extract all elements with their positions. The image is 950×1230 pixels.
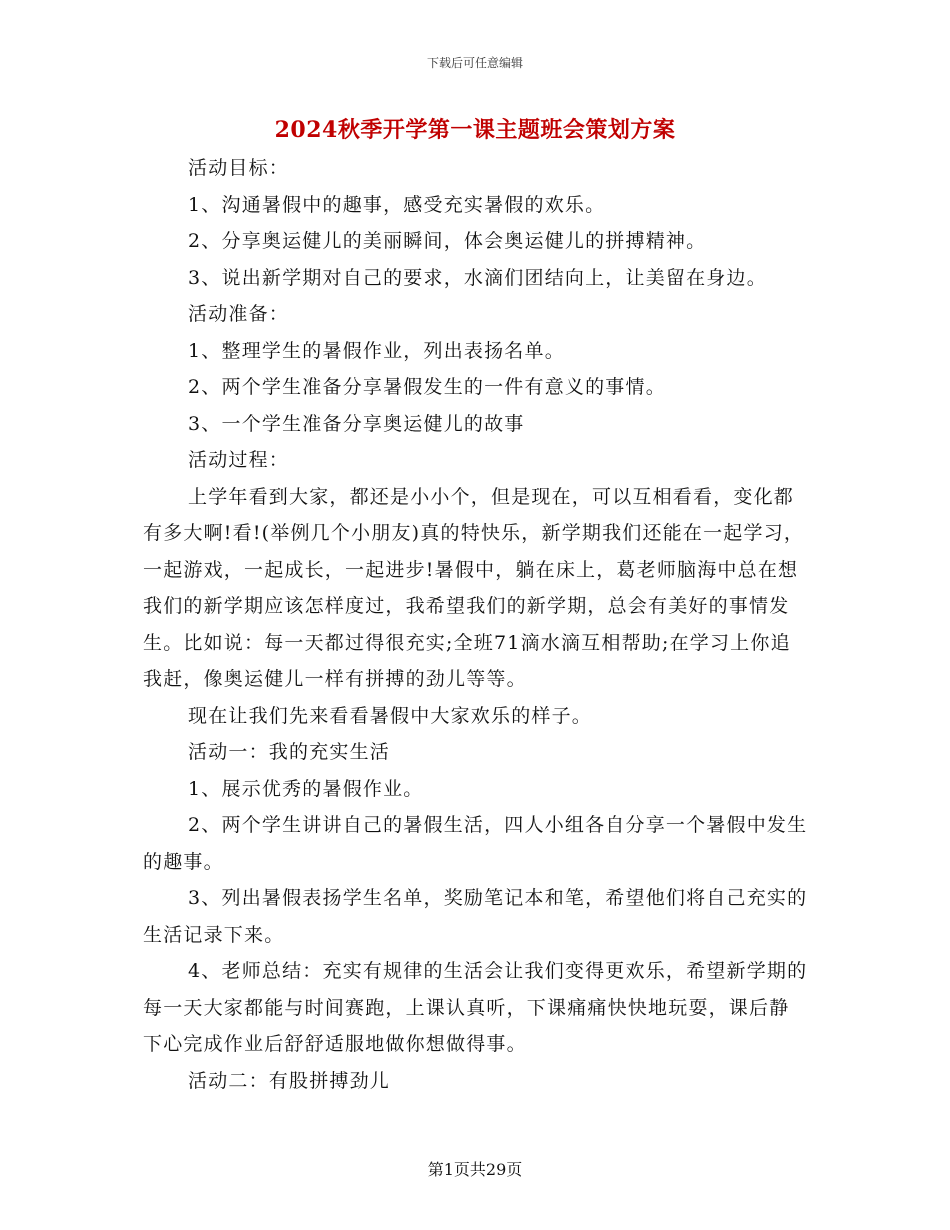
paragraph: 2、分享奥运健儿的美丽瞬间，体会奥运健儿的拼搏精神。 — [188, 230, 707, 252]
paragraph: 2、两个学生准备分享暑假发生的一件有意义的事情。 — [188, 376, 666, 398]
paragraph: 1、整理学生的暑假作业，列出表扬名单。 — [188, 339, 565, 362]
paragraph: 1、沟通暑假中的趣事，感受充实暑假的欢乐。 — [188, 193, 606, 216]
paragraph: 活动准备： — [188, 303, 290, 325]
paragraph: 上学年看到大家，都还是小小个，但是现在，可以互相看看，变化都有多大啊!看!(举例几个小朋友)真的特快乐，新学期我们还能在一起学习，一起游戏，一起成长，一起进步!暑假中，躺在床上，葛老师脑海中总在想我们的新学期应该怎样度过，我希望我们的新学期，总会有美好的事情发生。比如说：每一天都过得很充实;全班71滴水滴互相帮助;在学习上你追我赶，像奥运健儿一样有拼搏的劲儿等等。 — [143, 485, 805, 690]
paragraph: 2、两个学生讲讲自己的暑假生活，四人小组各自分享一个暑假中发生的趣事。 — [143, 814, 808, 873]
paragraph: 3、列出暑假表扬学生名单，奖励笔记本和笔，希望他们将自己充实的生活记录下来。 — [143, 887, 808, 946]
page-header: 下载后可任意编辑 — [426, 56, 523, 70]
paragraph: 4、老师总结：充实有规律的生活会让我们变得更欢乐，希望新学期的每一天大家都能与时间赛跑，上课认真听，下课痛痛快快地玩耍，课后静下心完成作业后舒舒适服地做你想做得事。 — [143, 960, 808, 1055]
paragraph: 1、展示优秀的暑假作业。 — [188, 777, 424, 800]
document-body — [143, 150, 809, 1099]
paragraph: 现在让我们先来看看暑假中大家欢乐的样子。 — [188, 704, 593, 727]
page-footer: 第1页共29页 — [427, 1160, 523, 1179]
paragraph: 活动一：我的充实生活 — [188, 741, 391, 763]
paragraph: 3、一个学生准备分享奥运健儿的故事 — [188, 412, 525, 435]
paragraph: 活动二：有股拼搏劲儿 — [188, 1069, 391, 1092]
paragraph: 活动目标： — [188, 157, 290, 179]
document-title: 2024秋季开学第一课主题班会策划方案 — [274, 117, 676, 143]
paragraph: 3、说出新学期对自己的要求，水滴们团结向上，让美留在身边。 — [188, 266, 767, 289]
paragraph: 活动过程： — [188, 449, 290, 471]
